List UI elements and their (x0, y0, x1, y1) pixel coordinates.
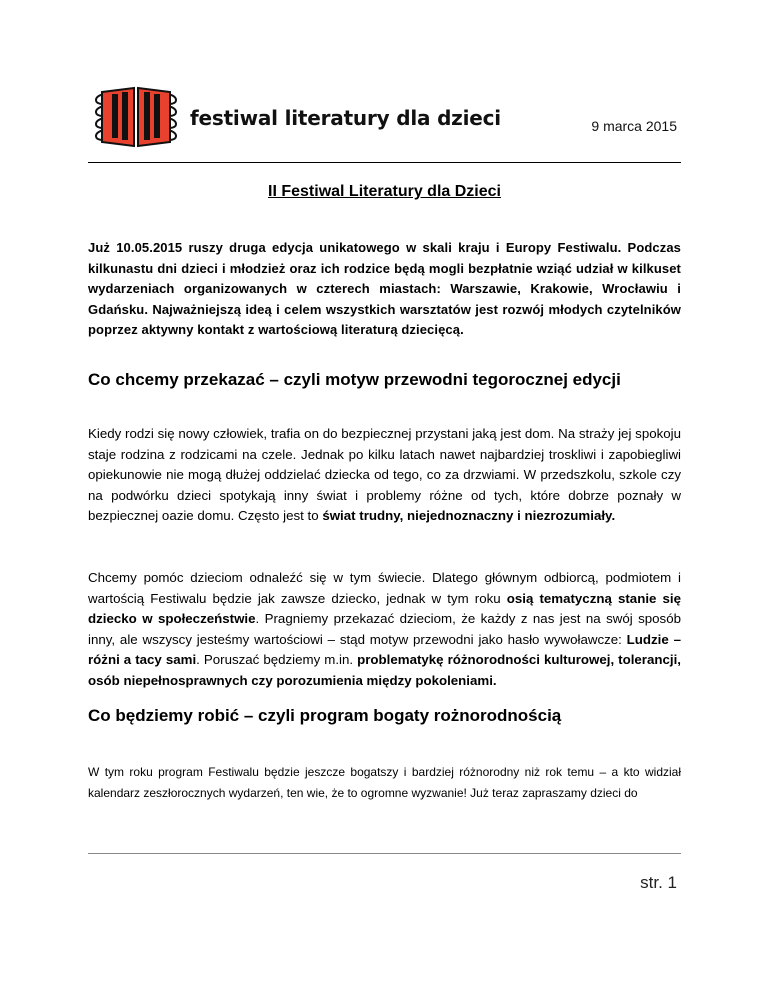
paragraph-home-emphasis: świat trudny, niejednoznaczny i niezrozumiały. (322, 508, 616, 523)
page-number: str. 1 (640, 873, 677, 892)
section-heading-message: Co chcemy przekazać – czyli motyw przewodni tegorocznej edycji (88, 370, 621, 389)
paragraph-goal-text-c: . Poruszać będziemy m.in. (196, 652, 358, 667)
paragraph-goal (88, 568, 681, 691)
paragraph-goal-emphasis-c: problematykę różnorodności kulturowej, tolerancji, osób niepełnosprawnych czy porozumienia między pokoleniami. (88, 652, 681, 688)
intro-paragraph: Już 10.05.2015 ruszy druga edycja unikatowego w skali kraju i Europy Festiwalu. Podczas kilkunastu dni dzieci i młodzież oraz ich rodzice będą mogli bezpłatnie wziąć udział w kilkuset wydarzeniach organizowanych w czterech miastach: Warszawie, Krakowie, Wrocławiu i Gdańsku. Najważniejszą ideą i celem wszystkich warsztatów jest rozwój młodych czytelników poprzez aktywny kontakt z wartościową literaturą dziecięcą. (88, 240, 681, 337)
festival-logo-text: festiwal literatury dla dzieci (190, 106, 501, 130)
document-title: II Festiwal Literatury dla Dzieci (268, 183, 501, 200)
paragraph-goal-emphasis-b: Ludzie – różni a tacy sami (88, 631, 681, 667)
paragraph-home (88, 424, 681, 527)
paragraph-goal-text-a: Chcemy pomóc dzieciom odnaleźć się w tym świecie. Dlatego głównym odbiorcą, podmiotem i wartością Festiwalu będzie jak zawsze dziecko, jednak w tym roku (88, 570, 681, 606)
footer-divider (88, 853, 681, 854)
festival-book-logo (88, 86, 184, 150)
paragraph-home-text: Kiedy rodzi się nowy człowiek, trafia on do bezpiecznej przystani jaką jest dom. Na straży jej spokoju staje rodzina z rodzicami na czele. Jednak po kilku latach nawet najbardziej troskliwi i zapobiegliwi opiekunowie nie mogą dłużej oddzielać dziecka od tego, co za drzwiami. W przedszkolu, szkole czy na podwórku dzieci spotykają inny świat i problemy różne od tych, które dobrze poznały w bezpiecznej oazie domu. Często jest to (88, 426, 681, 523)
paragraph-goal-emphasis-a: osią tematyczną stanie się dziecko w społeczeństwie (88, 590, 681, 626)
paragraph-program: W tym roku program Festiwalu będzie jeszcze bogatszy i bardziej różnorodny niż rok temu – a kto widział kalendarz zeszłorocznych wydarzeń, ten wie, że to ogromne wyzwanie! Już teraz zapraszamy dzieci do (88, 765, 681, 800)
section-heading-program: Co będziemy robić – czyli program bogaty rożnorodnością (88, 706, 562, 725)
paragraph-goal-text-b: . Pragniemy przekazać dzieciom, że każdy z nas jest na swój sposób inny, ale wszyscy jesteśmy wartościowi – stąd motyw przewodni jako hasło wywoławcze: (88, 611, 681, 647)
header-divider (88, 162, 681, 163)
document-date: 9 marca 2015 (591, 118, 677, 134)
